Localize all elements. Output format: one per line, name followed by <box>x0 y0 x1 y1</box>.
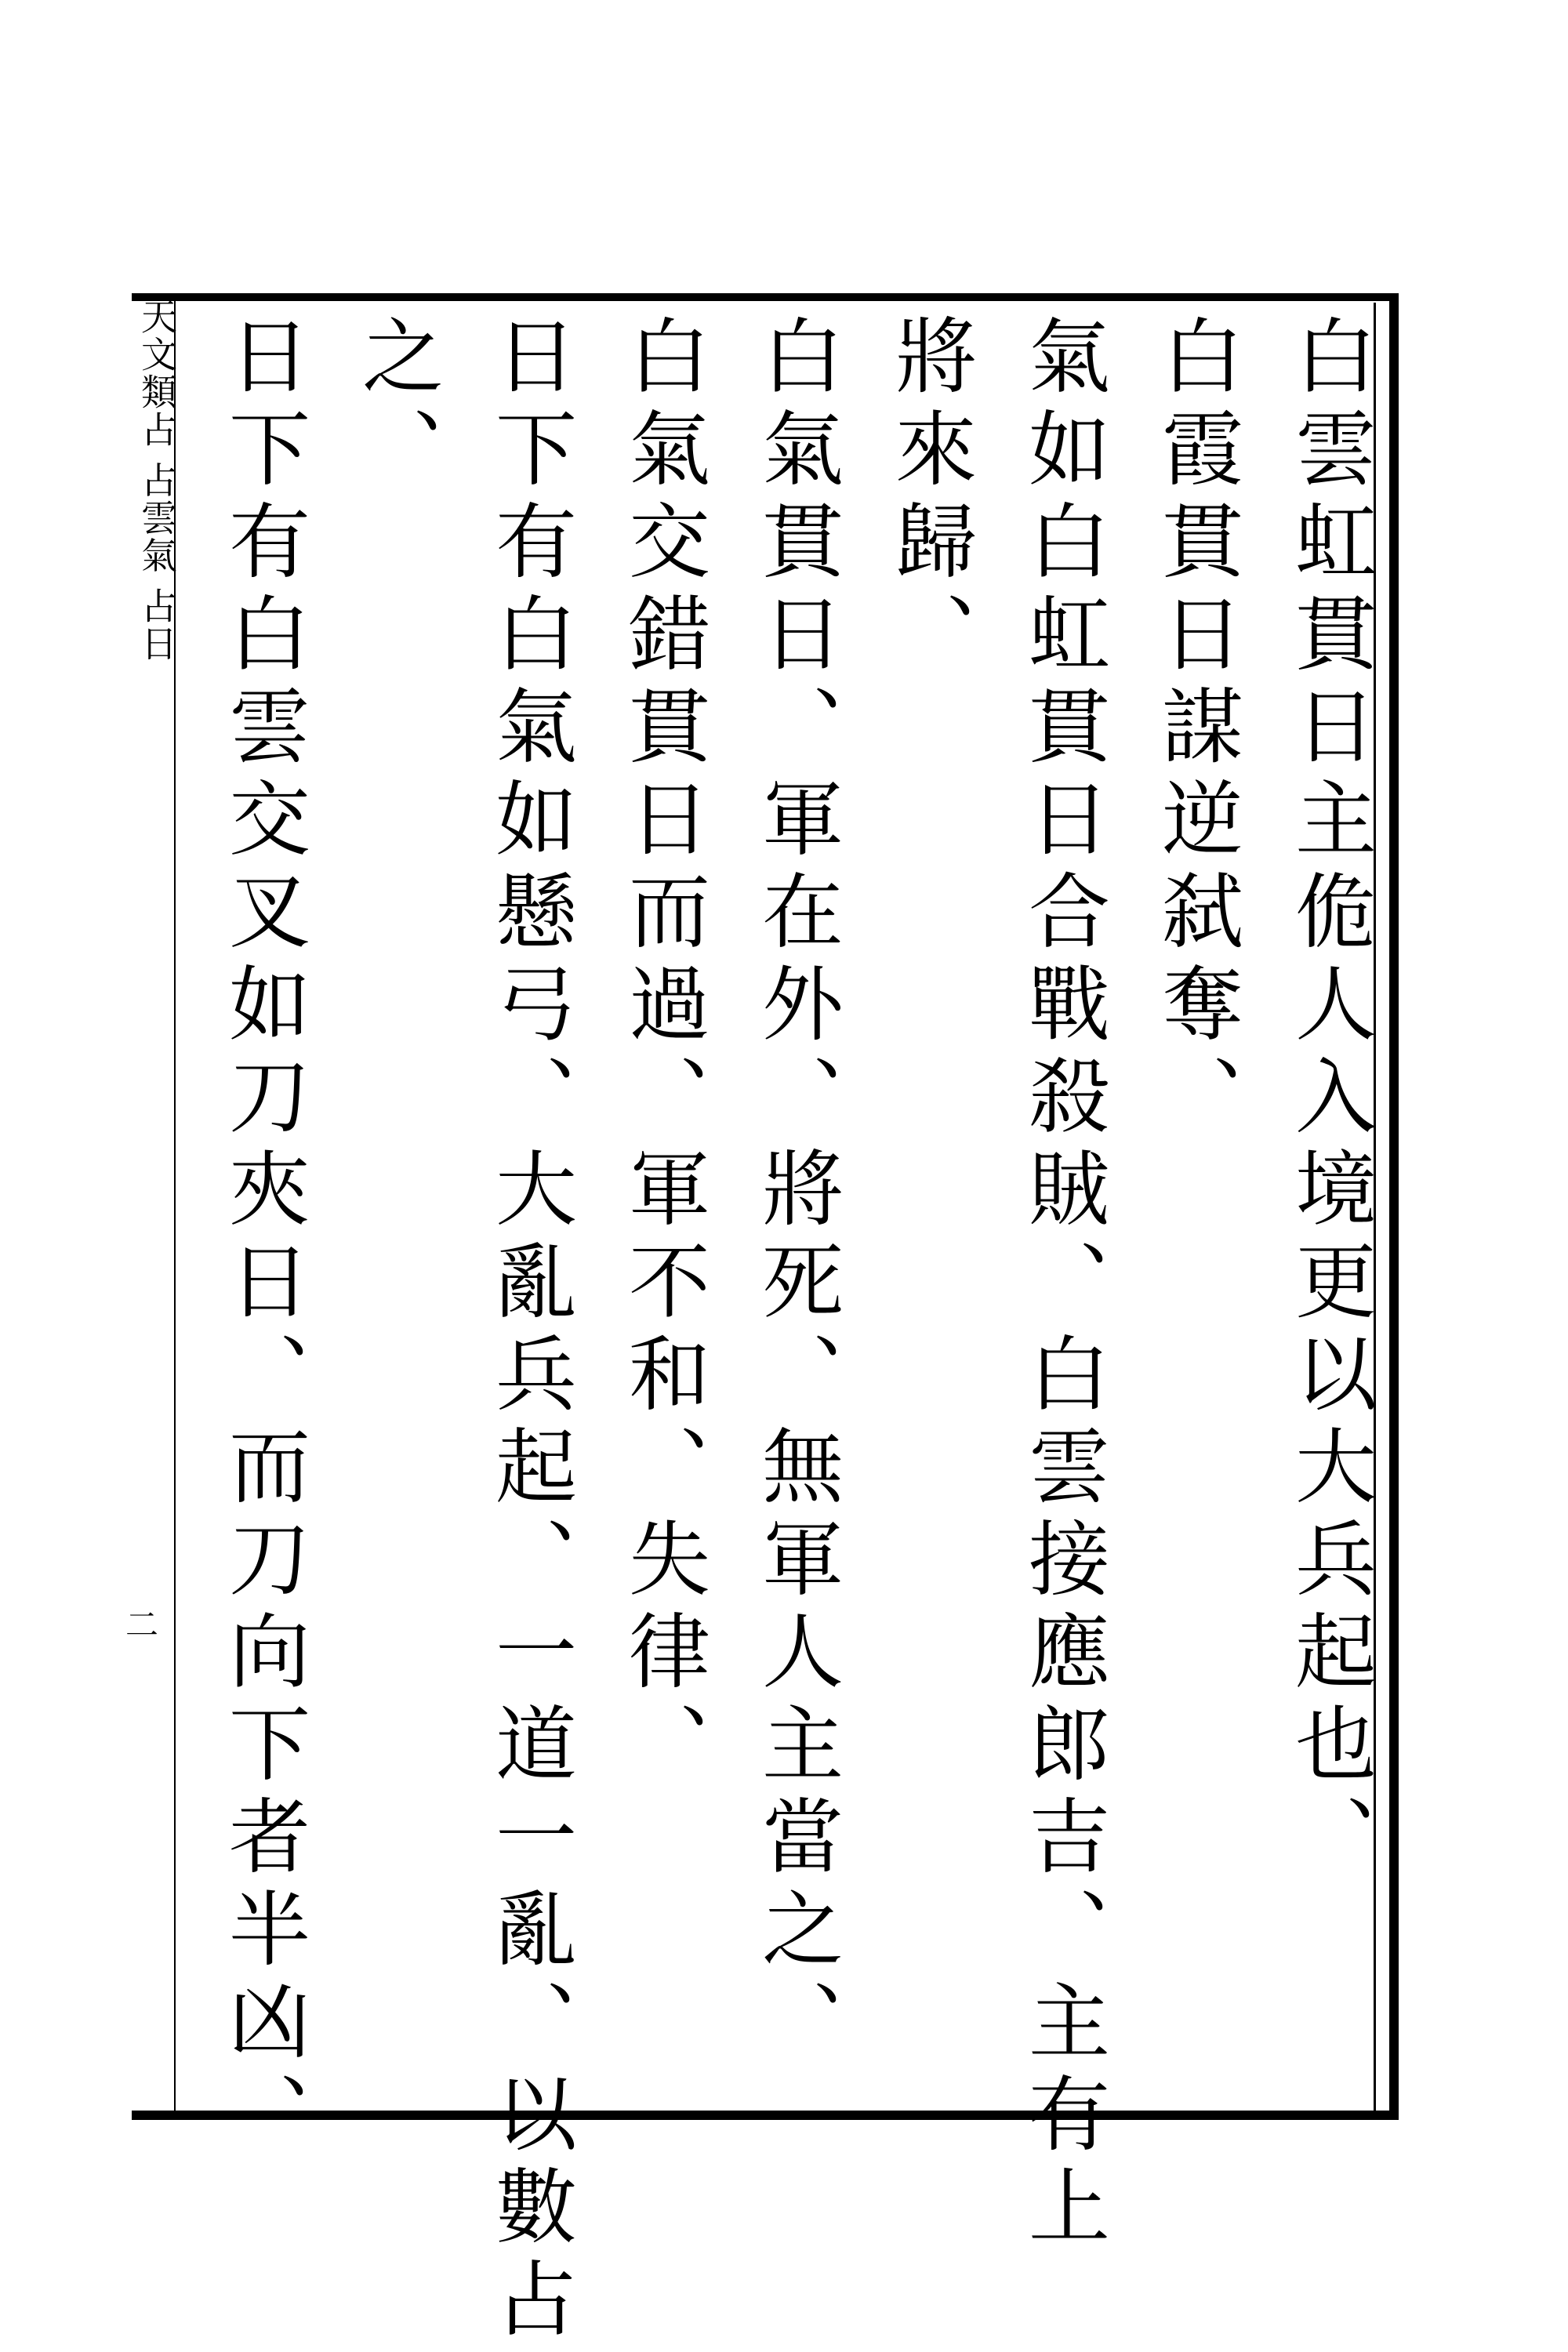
text-column-1: 白雲虹貫日主佹人入境更以大兵起也、 <box>1281 314 1377 1886</box>
text-column-5: 白氣貫日、軍在外、將死、無軍人主當之、 <box>748 314 844 2071</box>
text-column-6: 白氣交錯貫日而過、軍不和、失律、 <box>615 314 710 1794</box>
page-number: 二 <box>121 1607 159 1640</box>
text-column-9: 日下有白雲交叉如刀夾日、而刀向下者半凶、 <box>215 314 310 2164</box>
margin-heading: 天文類占 占雲氣 占日 <box>136 298 178 663</box>
text-column-3: 氣如白虹貫日合戰殺賊、白雲接應郎吉、主有上 <box>1014 314 1110 2256</box>
text-column-4: 將來歸、 <box>881 314 977 684</box>
text-column-8: 之、 <box>348 314 444 499</box>
text-column-7: 日下有白氣如懸弓、大亂兵起、一道一亂、以數占 <box>481 314 577 2349</box>
text-column-2: 白霞貫日謀逆弑奪、 <box>1148 314 1243 1146</box>
text-columns <box>188 314 1377 2349</box>
